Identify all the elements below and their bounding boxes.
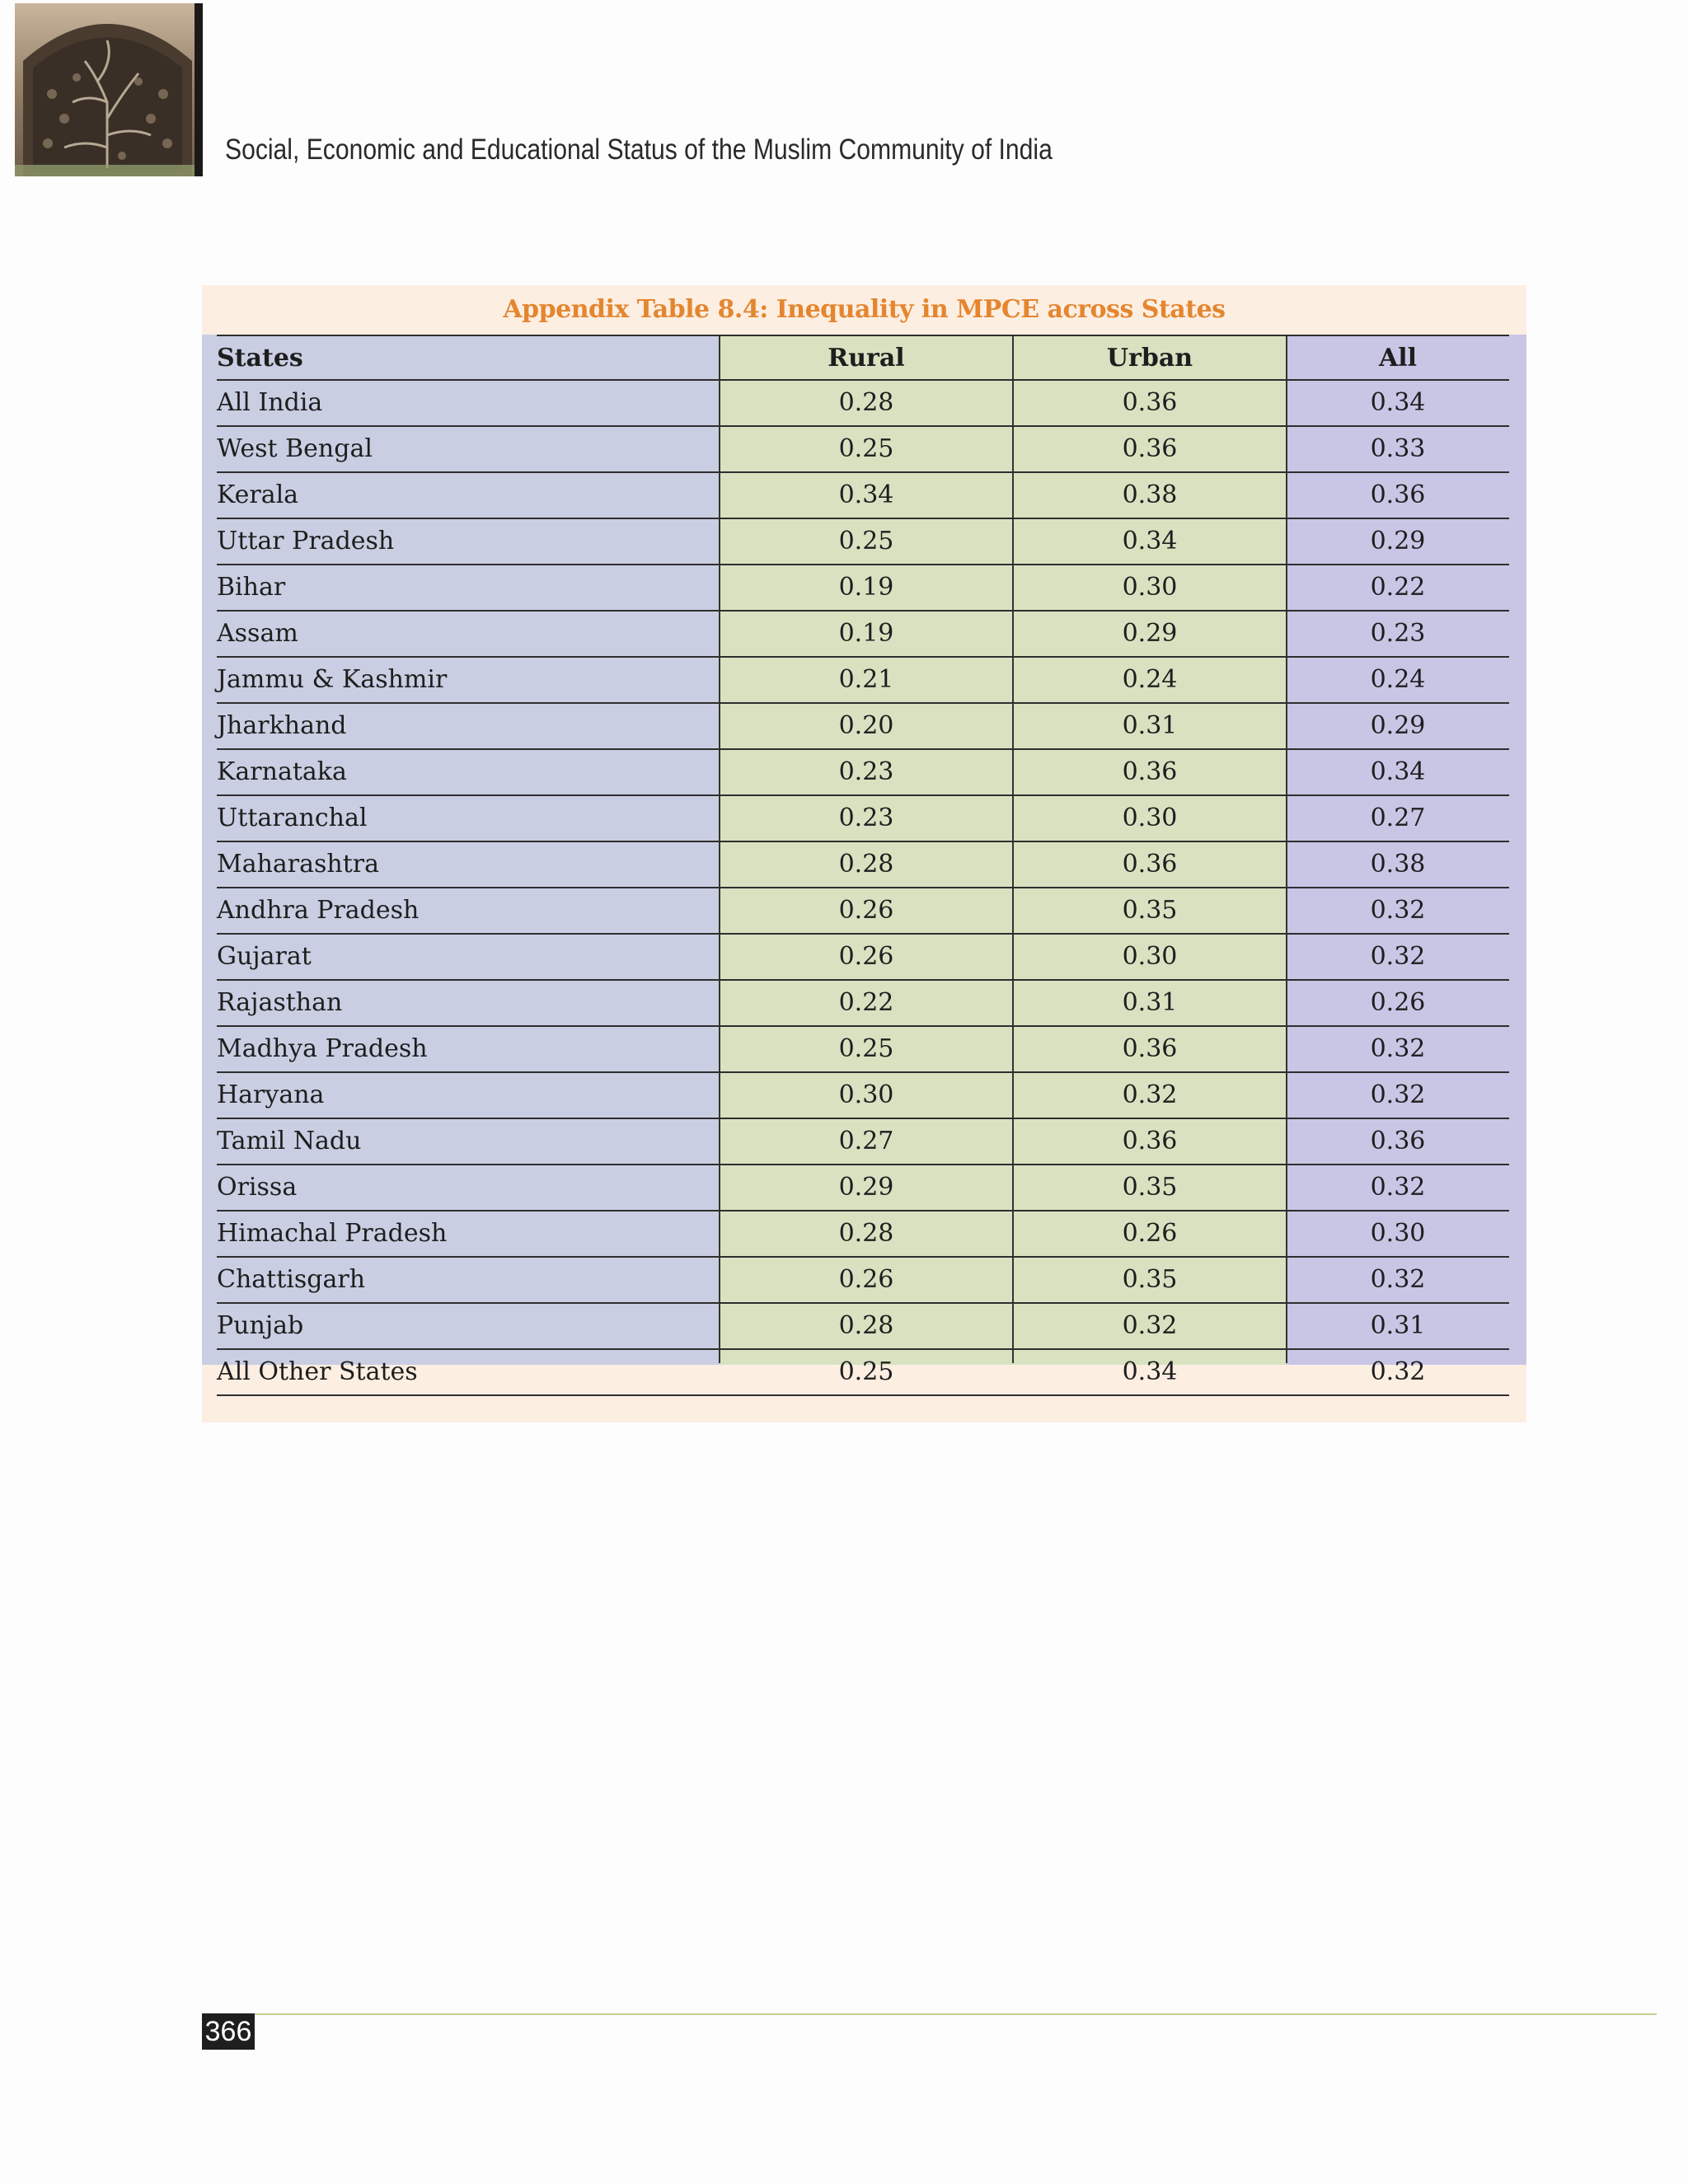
state-name: Andhra Pradesh bbox=[217, 896, 420, 925]
rural-value: 0.28 bbox=[838, 388, 894, 417]
urban-value: 0.31 bbox=[1122, 711, 1178, 740]
table-row bbox=[217, 381, 1509, 427]
all-value: 0.22 bbox=[1370, 573, 1426, 602]
all-value: 0.38 bbox=[1370, 850, 1426, 879]
urban-value: 0.30 bbox=[1122, 573, 1178, 602]
urban-value: 0.36 bbox=[1122, 1127, 1178, 1155]
rural-value: 0.25 bbox=[838, 434, 894, 463]
state-name: Tamil Nadu bbox=[217, 1127, 362, 1155]
urban-value: 0.34 bbox=[1122, 527, 1178, 555]
rural-value: 0.26 bbox=[838, 896, 894, 925]
rural-value: 0.20 bbox=[838, 711, 894, 740]
urban-value: 0.34 bbox=[1122, 1357, 1178, 1386]
table-row bbox=[217, 1119, 1509, 1165]
rural-value: 0.29 bbox=[838, 1173, 894, 1202]
all-value: 0.29 bbox=[1370, 527, 1426, 555]
table-row bbox=[217, 612, 1509, 658]
table-caption: Appendix Table 8.4: Inequality in MPCE across States bbox=[503, 295, 1226, 324]
urban-value: 0.30 bbox=[1122, 942, 1178, 971]
table-row bbox=[217, 935, 1509, 981]
page-number: 366 bbox=[202, 2013, 255, 2050]
state-name: Uttar Pradesh bbox=[217, 527, 395, 555]
all-value: 0.32 bbox=[1370, 942, 1426, 971]
state-name: Punjab bbox=[217, 1311, 304, 1340]
running-title: Social, Economic and Educational Status of the Muslim Community of India bbox=[225, 134, 1053, 166]
table-row bbox=[217, 473, 1509, 519]
rural-value: 0.34 bbox=[838, 480, 894, 509]
table-row bbox=[217, 750, 1509, 796]
table-row bbox=[217, 1073, 1509, 1119]
urban-value: 0.35 bbox=[1122, 1265, 1178, 1294]
state-name: Haryana bbox=[217, 1080, 325, 1109]
all-value: 0.36 bbox=[1370, 480, 1426, 509]
all-value: 0.32 bbox=[1370, 1080, 1426, 1109]
state-name: Assam bbox=[217, 619, 298, 648]
column-header-urban: Urban bbox=[1106, 344, 1193, 373]
table-row bbox=[217, 1350, 1509, 1396]
table-grid bbox=[202, 335, 1526, 1386]
all-value: 0.32 bbox=[1370, 1357, 1426, 1386]
all-value: 0.32 bbox=[1370, 1034, 1426, 1063]
table-row bbox=[217, 1027, 1509, 1073]
table-row bbox=[217, 1258, 1509, 1304]
table-row bbox=[217, 658, 1509, 704]
all-value: 0.24 bbox=[1370, 665, 1426, 694]
carved-window-image bbox=[15, 3, 200, 176]
all-value: 0.36 bbox=[1370, 1127, 1426, 1155]
rural-value: 0.27 bbox=[838, 1127, 894, 1155]
table-row bbox=[217, 704, 1509, 750]
all-value: 0.23 bbox=[1370, 619, 1426, 648]
table-header-row bbox=[217, 335, 1509, 381]
rural-value: 0.22 bbox=[838, 988, 894, 1017]
state-name: Karnataka bbox=[217, 757, 347, 786]
table-row bbox=[217, 1212, 1509, 1258]
urban-value: 0.36 bbox=[1122, 757, 1178, 786]
urban-value: 0.36 bbox=[1122, 388, 1178, 417]
table-row bbox=[217, 427, 1509, 473]
rural-value: 0.25 bbox=[838, 527, 894, 555]
all-value: 0.34 bbox=[1370, 388, 1426, 417]
all-value: 0.27 bbox=[1370, 804, 1426, 832]
all-value: 0.29 bbox=[1370, 711, 1426, 740]
urban-value: 0.36 bbox=[1122, 434, 1178, 463]
urban-value: 0.36 bbox=[1122, 1034, 1178, 1063]
table-row bbox=[217, 842, 1509, 888]
table-row bbox=[217, 888, 1509, 935]
all-value: 0.32 bbox=[1370, 896, 1426, 925]
all-value: 0.33 bbox=[1370, 434, 1426, 463]
urban-value: 0.36 bbox=[1122, 850, 1178, 879]
rural-value: 0.21 bbox=[838, 665, 894, 694]
state-name: Kerala bbox=[217, 480, 299, 509]
rural-value: 0.26 bbox=[838, 942, 894, 971]
rural-value: 0.25 bbox=[838, 1034, 894, 1063]
header-photo bbox=[15, 3, 200, 176]
urban-value: 0.35 bbox=[1122, 896, 1178, 925]
state-name: All Other States bbox=[217, 1357, 418, 1386]
state-name: Chattisgarh bbox=[217, 1265, 366, 1294]
rural-value: 0.28 bbox=[838, 1311, 894, 1340]
urban-value: 0.35 bbox=[1122, 1173, 1178, 1202]
column-header-states: States bbox=[217, 344, 303, 373]
urban-value: 0.29 bbox=[1122, 619, 1178, 648]
state-name: Uttaranchal bbox=[217, 804, 368, 832]
state-name: Bihar bbox=[217, 573, 286, 602]
table-row bbox=[217, 1165, 1509, 1212]
state-name: Gujarat bbox=[217, 942, 312, 971]
all-value: 0.32 bbox=[1370, 1265, 1426, 1294]
state-name: Rajasthan bbox=[217, 988, 343, 1017]
urban-value: 0.26 bbox=[1122, 1219, 1178, 1248]
state-name: Jammu & Kashmir bbox=[217, 665, 448, 694]
column-header-all: All bbox=[1378, 344, 1418, 373]
state-name: All India bbox=[217, 388, 323, 417]
rural-value: 0.25 bbox=[838, 1357, 894, 1386]
urban-value: 0.31 bbox=[1122, 988, 1178, 1017]
rural-value: 0.23 bbox=[838, 757, 894, 786]
urban-value: 0.38 bbox=[1122, 480, 1178, 509]
state-name: Jharkhand bbox=[217, 711, 347, 740]
all-value: 0.30 bbox=[1370, 1219, 1426, 1248]
state-name: Orissa bbox=[217, 1173, 298, 1202]
urban-value: 0.32 bbox=[1122, 1080, 1178, 1109]
all-value: 0.31 bbox=[1370, 1311, 1426, 1340]
appendix-table bbox=[202, 285, 1526, 1422]
photo-border bbox=[195, 3, 203, 176]
state-name: Madhya Pradesh bbox=[217, 1034, 428, 1063]
all-value: 0.26 bbox=[1370, 988, 1426, 1017]
state-name: West Bengal bbox=[217, 434, 373, 463]
table-row bbox=[217, 1304, 1509, 1350]
urban-value: 0.32 bbox=[1122, 1311, 1178, 1340]
rural-value: 0.28 bbox=[838, 1219, 894, 1248]
table-row bbox=[217, 519, 1509, 565]
footer-rule bbox=[202, 2013, 1657, 2015]
rural-value: 0.19 bbox=[838, 573, 894, 602]
column-header-rural: Rural bbox=[828, 344, 905, 373]
all-value: 0.32 bbox=[1370, 1173, 1426, 1202]
rural-value: 0.30 bbox=[838, 1080, 894, 1109]
urban-value: 0.30 bbox=[1122, 804, 1178, 832]
table-row bbox=[217, 981, 1509, 1027]
rural-value: 0.26 bbox=[838, 1265, 894, 1294]
rural-value: 0.19 bbox=[838, 619, 894, 648]
urban-value: 0.24 bbox=[1122, 665, 1178, 694]
table-row bbox=[217, 565, 1509, 612]
state-name: Maharashtra bbox=[217, 850, 380, 879]
state-name: Himachal Pradesh bbox=[217, 1219, 448, 1248]
table-row bbox=[217, 796, 1509, 842]
rural-value: 0.28 bbox=[838, 850, 894, 879]
rural-value: 0.23 bbox=[838, 804, 894, 832]
all-value: 0.34 bbox=[1370, 757, 1426, 786]
